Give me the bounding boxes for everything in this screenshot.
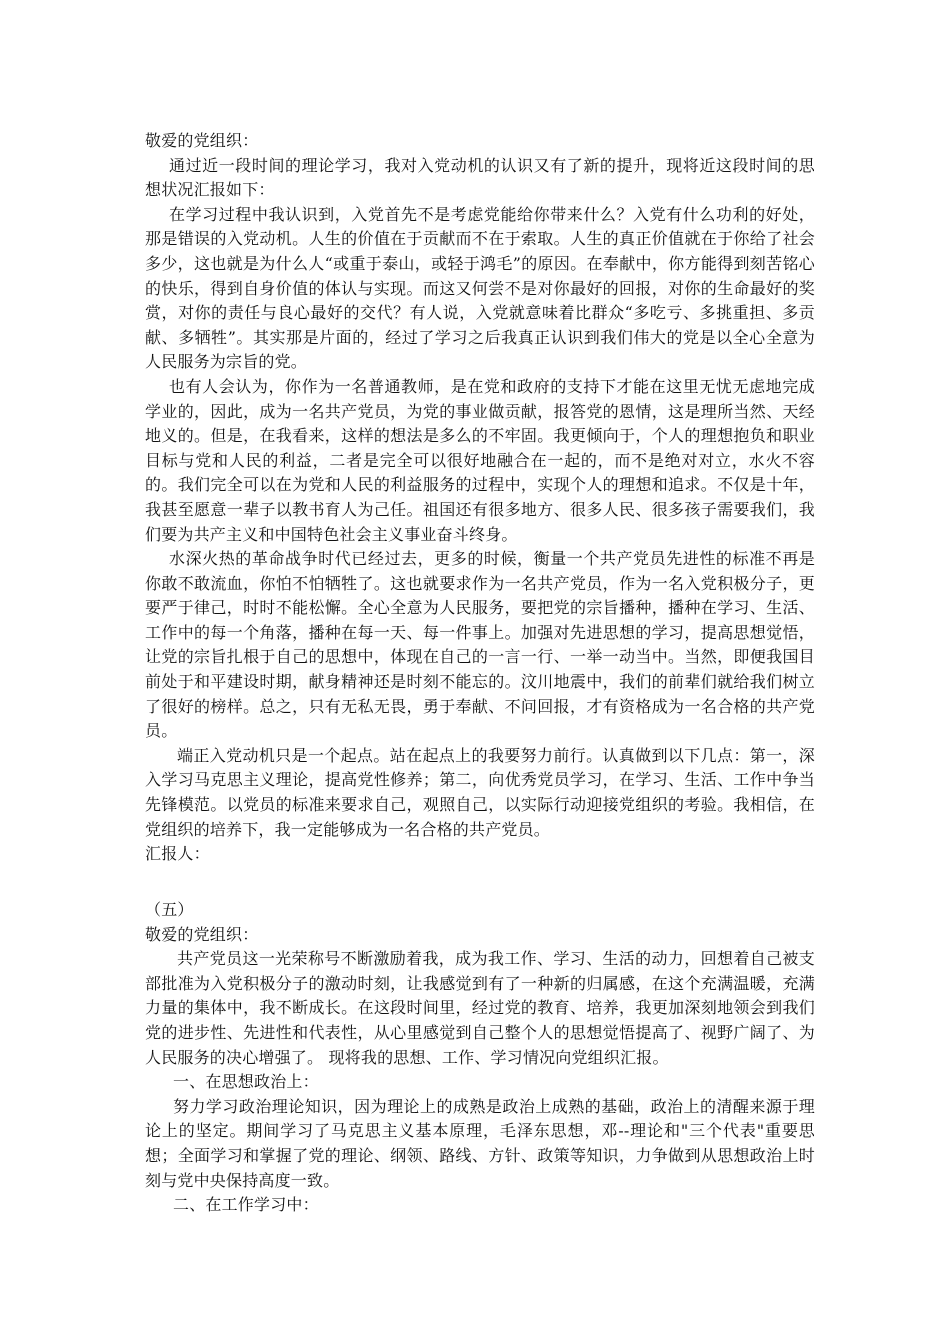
- paragraph: 通过近一段时间的理论学习，我对入党动机的认识又有了新的提升，现将近这段时间的思想状况汇报如下：: [145, 155, 815, 200]
- letter-two: [145, 898, 815, 1218]
- section-number: （五）: [145, 900, 194, 919]
- salutation: 敬爱的党组织：: [145, 131, 259, 150]
- paragraph: 也有人会认为，你作为一名普通教师，是在党和政府的支持下才能在这里无忧无虑地完成学业的，因此，成为一名共产党员，为党的事业做贡献，报答党的恩情，这是理所当然、天经地义的。但是，在我看来，这样的想法是多么的不牢固。我更倾向于，个人的理想抱负和职业目标与党和人民的利益，二者是完全可以很好地融合在一起的，而不是绝对对立，水火不容的。我们完全可以在为党和人民的利益服务的过程中，实现个人的理想和追求。不仅是十年，我甚至愿意一辈子以教书育人为己任。祖国还有很多地方、很多人民、很多孩子需要我们，我们要为共产主义和中国特色社会主义事业奋斗终身。: [145, 376, 815, 544]
- paragraph: 努力学习政治理论知识，因为理论上的成熟是政治上成熟的基础，政治上的清醒来源于理论上的坚定。期间学习了马克思主义基本原理，毛泽东思想，邓--理论和"三个代表"重要思想；全面学习和掌握了党的理论、纲领、路线、方针、政策等知识，力争做到从思想政治上时刻与党中央保持高度一致。: [145, 1096, 815, 1190]
- salutation: 敬爱的党组织：: [145, 924, 259, 944]
- paragraph: 在学习过程中我认识到，入党首先不是考虑党能给你带来什么？入党有什么功利的好处，那是错误的入党动机。人生的价值在于贡献而不在于索取。人生的真正价值就在于你给了社会多少，这也就是为什么人“或重于泰山，或轻于鸿毛”的原因。在奉献中，你方能得到刻苦铭心的快乐，得到自身价值的体认与实现。而这又何尝不是对你最好的回报，对你的生命最好的奖赏，对你的责任与良心最好的交代？有人说，入党就意味着比群众“多吃亏、多挑重担、多贡献、多牺牲”。其实那是片面的，经过了学习之后我真正认识到我们伟大的党是以全心全意为人民服务为宗旨的党。: [145, 204, 815, 372]
- intro-paragraph: 共产党员这一光荣称号不断激励着我，成为我工作、学习、生活的动力，回想着自己被支部批准为入党积极分子的激动时刻，让我感觉到有了一种新的归属感，在这个充满温暖，充满力量的集体中，我不断成长。在这段时间里，经过党的教育、培养，我更加深刻地领会到我们党的进步性、先进性和代表性，从心里感觉到自己整个人的思想觉悟提高了、视野广阔了、为人民服务的决心增强了。 现将我的思想、工作、学习情况向党组织汇报。: [145, 949, 815, 1067]
- section-heading: 二、在工作学习中：: [173, 1195, 319, 1215]
- letter-one: [145, 129, 815, 867]
- paragraph: 水深火热的革命战争时代已经过去，更多的时候，衡量一个共产党员先进性的标准不再是你敢不敢流血，你怕不怕牺牲了。这也就要求作为一名共产党员，作为一名入党积极分子，更要严于律己，时时不能松懈。全心全意为人民服务，要把党的宗旨播种，播种在学习、生活、工作中的每一个角落，播种在每一天、每一件事上。加强对先进思想的学习，提高思想觉悟，让党的宗旨扎根于自己的思想中，体现在自己的一言一行、一举一动当中。当然，即便我国目前处于和平建设时期，献身精神还是时刻不能忘的。汶川地震中，我们的前辈们就给我们树立了很好的榜样。总之，只有无私无畏，勇于奉献、不问回报，才有资格成为一名合格的共产党员。: [145, 549, 815, 741]
- paragraph: 端正入党动机只是一个起点。站在起点上的我要努力前行。认真做到以下几点：第一，深入学习马克思主义理论，提高党性修养；第二，向优秀党员学习，在学习、生活、工作中争当先锋模范。以党员的标准来要求自己，观照自己，以实际行动迎接党组织的考验。我相信，在党组织的培养下，我一定能够成为一名合格的共产党员。: [145, 745, 815, 839]
- signature: 汇报人：: [145, 844, 210, 864]
- section-heading: 一、在思想政治上：: [173, 1072, 319, 1092]
